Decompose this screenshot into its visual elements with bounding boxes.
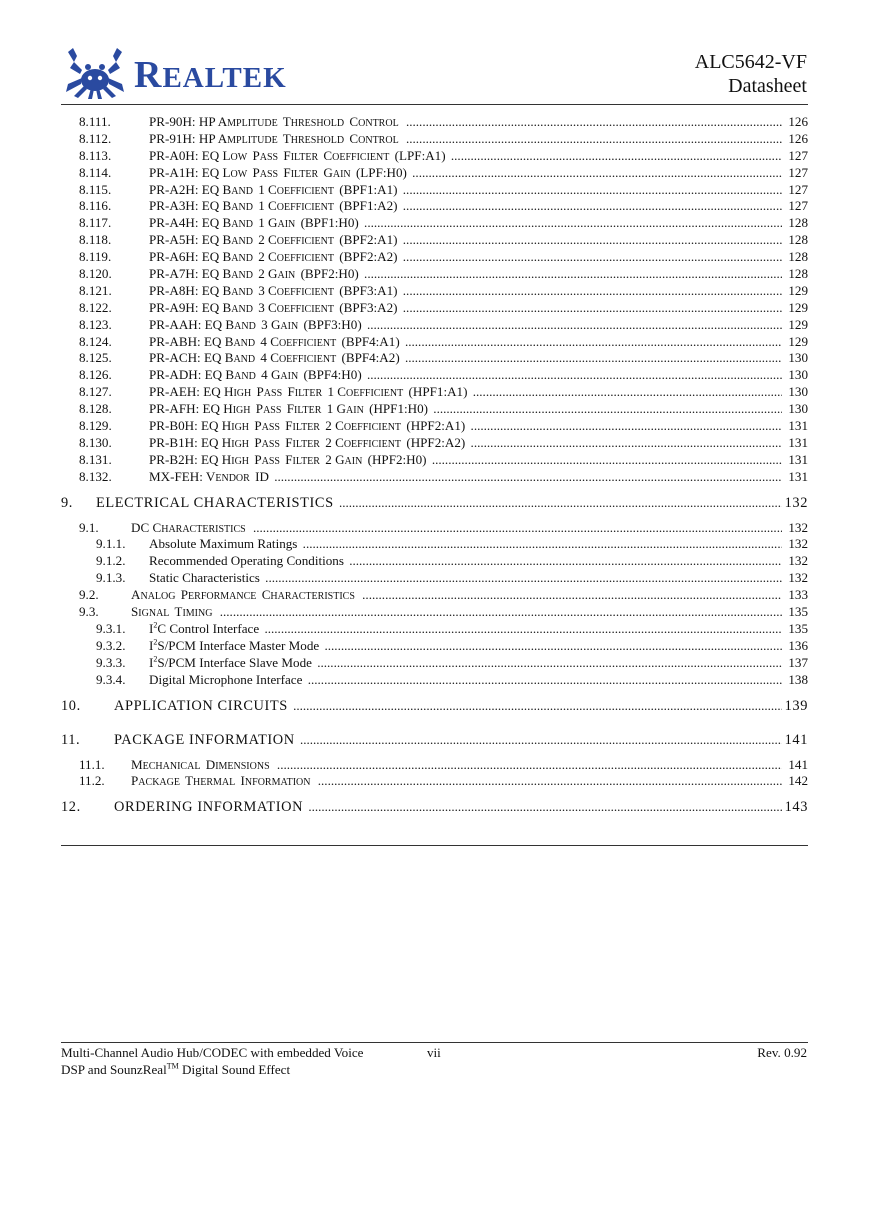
toc-entry-page: 137: [788, 654, 808, 670]
toc-entry-page: 130: [788, 384, 808, 400]
realtek-logo: [64, 48, 304, 100]
toc-entry-number: 8.112.: [79, 130, 112, 146]
toc-entry-title: PR-91H: HP AMPLITUDE THRESHOLD CONTROL .....: [149, 131, 782, 150]
toc-entry-title: SIGNAL TIMING .....: [131, 604, 782, 623]
toc-end-rule: [61, 845, 808, 846]
toc-entry-page: 142: [788, 773, 808, 789]
toc-entry-page: 141: [785, 723, 808, 757]
toc-entry-number: 8.131.: [79, 451, 112, 467]
toc-entry[interactable]: [61, 757, 808, 774]
table-of-contents: [61, 114, 808, 824]
toc-entry-number: 11.1.: [79, 756, 105, 772]
toc-entry[interactable]: [61, 266, 808, 283]
document-title-block: [695, 50, 807, 98]
toc-entry-title: Recommended Operating Conditions .....: [149, 553, 782, 570]
toc-entry[interactable]: [61, 570, 808, 587]
toc-entry-title: PR-A9H: EQ BAND 3 COEFFICIENT (BPF3:A2) .....: [149, 300, 782, 319]
toc-entry[interactable]: [61, 790, 808, 824]
toc-entry-page: 139: [785, 689, 808, 723]
toc-entry[interactable]: [61, 350, 808, 367]
toc-entry-number: 8.119.: [79, 249, 112, 265]
toc-entry-page: 127: [788, 147, 808, 163]
toc-entry-number: 9.2.: [79, 587, 99, 603]
toc-entry-title: PR-AAH: EQ BAND 3 GAIN (BPF3:H0) .....: [149, 317, 782, 336]
toc-entry-page: 127: [788, 198, 808, 214]
toc-entry-page: 135: [788, 620, 808, 636]
toc-entry-title: PR-AEH: EQ HIGH PASS FILTER 1 COEFFICIENT (HPF1:A1) .....: [149, 384, 782, 403]
toc-entry[interactable]: [61, 334, 808, 351]
toc-entry-title: PR-ADH: EQ BAND 4 GAIN (BPF4:H0) .....: [149, 367, 782, 386]
toc-entry-title: PR-A7H: EQ BAND 2 GAIN (BPF2:H0) .....: [149, 266, 782, 285]
toc-entry-page: 132: [788, 536, 808, 552]
toc-entry-page: 127: [788, 164, 808, 180]
toc-entry[interactable]: [61, 418, 808, 435]
toc-entry-title: Absolute Maximum Ratings .....: [149, 536, 782, 553]
toc-entry[interactable]: [61, 131, 808, 148]
toc-entry-title: PR-B2H: EQ HIGH PASS FILTER 2 GAIN (HPF2:H0) .....: [149, 452, 782, 471]
toc-entry-title: PACKAGE THERMAL INFORMATION .....: [131, 773, 782, 792]
toc-entry-number: 8.123.: [79, 316, 112, 332]
toc-entry[interactable]: [61, 723, 808, 757]
toc-entry[interactable]: [61, 604, 808, 621]
toc-entry[interactable]: [61, 232, 808, 249]
toc-entry-title: PR-A1H: EQ LOW PASS FILTER GAIN (LPF:H0) .....: [149, 165, 782, 184]
toc-entry-page: 129: [788, 316, 808, 332]
toc-entry[interactable]: [61, 587, 808, 604]
toc-entry-number: 8.121.: [79, 282, 112, 298]
toc-entry-page: 143: [785, 790, 808, 824]
toc-entry-number: 9.3.4.: [96, 671, 126, 687]
toc-entry-number: 9.3.: [79, 604, 99, 620]
toc-entry[interactable]: [61, 367, 808, 384]
toc-entry-title: ELECTRICAL CHARACTERISTICS .....: [96, 486, 782, 520]
toc-entry[interactable]: [61, 435, 808, 452]
toc-entry-title: PR-ABH: EQ BAND 4 COEFFICIENT (BPF4:A1) .....: [149, 334, 782, 353]
toc-entry-number: 9.1.: [79, 519, 99, 535]
toc-entry[interactable]: [61, 486, 808, 520]
toc-entry-number: 8.130.: [79, 434, 112, 450]
toc-entry-title: PR-A0H: EQ LOW PASS FILTER COEFFICIENT (LPF:A1) .....: [149, 148, 782, 167]
toc-entry-number: 8.118.: [79, 232, 112, 248]
toc-entry-page: 129: [788, 299, 808, 315]
toc-entry-number: 8.127.: [79, 384, 112, 400]
toc-entry-title: ORDERING INFORMATION .....: [114, 790, 782, 824]
toc-entry[interactable]: [61, 249, 808, 266]
toc-entry-page: 128: [788, 249, 808, 265]
toc-entry-title: MECHANICAL DIMENSIONS .....: [131, 757, 782, 776]
toc-entry[interactable]: [61, 317, 808, 334]
toc-entry[interactable]: [61, 655, 808, 672]
toc-entry-page: 132: [788, 570, 808, 586]
toc-entry-title: $I^2S$/PCM Interface Slave Mode .....: [149, 655, 782, 672]
toc-entry[interactable]: [61, 452, 808, 469]
logo-wordmark: REALTEK: [134, 54, 287, 96]
toc-entry[interactable]: [61, 773, 808, 790]
toc-entry-page: 130: [788, 350, 808, 366]
toc-entry-title: PR-A4H: EQ BAND 1 GAIN (BPF1:H0) .....: [149, 215, 782, 234]
crab-logo-icon: [64, 48, 126, 100]
toc-entry-title: $I^2S$/PCM Interface Master Mode .....: [149, 638, 782, 655]
toc-entry-title: Digital Microphone Interface .....: [149, 672, 782, 689]
toc-entry-page: 138: [788, 671, 808, 687]
toc-entry[interactable]: [61, 148, 808, 165]
toc-entry-title: MX-FEH: VENDOR ID .....: [149, 469, 782, 488]
toc-entry-number: 9.1.2.: [96, 553, 126, 569]
toc-entry-number: 8.114.: [79, 164, 112, 180]
toc-entry-number: 9.3.1.: [96, 620, 126, 636]
toc-entry-number: 8.125.: [79, 350, 112, 366]
toc-entry-number: 9.1.3.: [96, 570, 126, 586]
toc-entry-number: 8.129.: [79, 418, 112, 434]
toc-entry-page: 132: [785, 486, 808, 520]
toc-entry[interactable]: [61, 182, 808, 199]
toc-entry[interactable]: [61, 283, 808, 300]
toc-entry[interactable]: [61, 672, 808, 689]
toc-entry-page: 128: [788, 266, 808, 282]
toc-entry-page: 131: [788, 468, 808, 484]
toc-entry-page: 136: [788, 637, 808, 653]
toc-entry-number: 9.1.1.: [96, 536, 126, 552]
toc-entry-page: 128: [788, 232, 808, 248]
toc-entry-page: 131: [788, 418, 808, 434]
toc-entry-title: PR-A3H: EQ BAND 1 COEFFICIENT (BPF1:A2) .....: [149, 198, 782, 217]
toc-entry-page: 132: [788, 553, 808, 569]
toc-entry-page: 131: [788, 434, 808, 450]
toc-entry-number: 8.126.: [79, 367, 112, 383]
toc-entry-number: 11.2.: [79, 773, 105, 789]
toc-entry[interactable]: [61, 520, 808, 537]
toc-entry-number: 8.113.: [79, 147, 112, 163]
toc-entry-number: 8.122.: [79, 299, 112, 315]
toc-entry-page: 129: [788, 333, 808, 349]
document-title: ALC5642-VF: [694, 51, 807, 73]
toc-entry[interactable]: [61, 469, 808, 486]
footer-line-2: [61, 1062, 363, 1079]
footer-product-description: [61, 1045, 363, 1078]
toc-entry-number: 8.128.: [79, 401, 112, 417]
toc-entry[interactable]: [61, 536, 808, 553]
toc-entry-title: PACKAGE INFORMATION .....: [114, 723, 782, 757]
toc-entry-title: PR-B0H: EQ HIGH PASS FILTER 2 COEFFICIENT (HPF2:A1) .....: [149, 418, 782, 437]
document-subtitle: Datasheet: [728, 75, 807, 97]
toc-entry-title: PR-A8H: EQ BAND 3 COEFFICIENT (BPF3:A1) .....: [149, 283, 782, 302]
toc-entry-number: 12.: [61, 799, 81, 816]
toc-entry[interactable]: [61, 638, 808, 655]
toc-entry[interactable]: [61, 114, 808, 131]
toc-entry[interactable]: [61, 215, 808, 232]
toc-entry-page: 126: [788, 114, 808, 129]
footer-line-1: Multi-Channel Audio Hub/CODEC with embedded Voice: [61, 1045, 364, 1060]
toc-entry-number: 10.: [61, 697, 81, 714]
toc-entry-title: APPLICATION CIRCUITS .....: [114, 689, 782, 723]
toc-entry[interactable]: [61, 401, 808, 418]
toc-entry-number: 9.3.3.: [96, 654, 126, 670]
toc-entry-number: 8.124.: [79, 333, 112, 349]
footer-page-number: vii: [427, 1045, 441, 1060]
toc-entry-title: PR-B1H: EQ HIGH PASS FILTER 2 COEFFICIENT (HPF2:A2) .....: [149, 435, 782, 454]
toc-entry[interactable]: [61, 553, 808, 570]
toc-entry-page: 135: [788, 604, 808, 620]
toc-entry-page: 132: [788, 519, 808, 535]
toc-entry-title: PR-ACH: EQ BAND 4 COEFFICIENT (BPF4:A2) .....: [149, 350, 782, 369]
toc-entry-number: 8.132.: [79, 468, 112, 484]
toc-entry-title: Static Characteristics .....: [149, 570, 782, 587]
toc-entry-page: 130: [788, 367, 808, 383]
toc-entry-number: 9.: [61, 494, 73, 511]
toc-entry-title: PR-AFH: EQ HIGH PASS FILTER 1 GAIN (HPF1:H0) .....: [149, 401, 782, 420]
toc-entry-number: 8.120.: [79, 266, 112, 282]
toc-entry-title: ANALOG PERFORMANCE CHARACTERISTICS .....: [131, 587, 782, 606]
toc-entry[interactable]: [61, 384, 808, 401]
trademark-mark: TM: [166, 1061, 179, 1071]
footer-line-2-suffix: Digital Sound Effect: [178, 1061, 291, 1077]
toc-entry-page: 131: [788, 451, 808, 467]
toc-entry-title: DC CHARACTERISTICS .....: [131, 520, 782, 539]
toc-entry-number: 8.115.: [79, 181, 112, 197]
toc-entry-page: 141: [788, 756, 808, 772]
toc-entry-number: 8.117.: [79, 215, 112, 231]
toc-entry-number: 8.116.: [79, 198, 112, 214]
footer-line-2-text: DSP and SounzReal: [61, 1061, 167, 1077]
toc-entry-title: PR-90H: HP AMPLITUDE THRESHOLD CONTROL .....: [149, 114, 782, 133]
toc-entry-page: 127: [788, 181, 808, 197]
toc-entry-title: $I^2C$ Control Interface .....: [149, 621, 782, 638]
toc-entry[interactable]: [61, 165, 808, 182]
toc-entry-page: 128: [788, 215, 808, 231]
toc-entry-number: 11.: [61, 731, 81, 748]
toc-entry-number: 8.111.: [79, 114, 111, 129]
toc-entry-number: 9.3.2.: [96, 637, 126, 653]
toc-entry[interactable]: [61, 621, 808, 638]
toc-entry[interactable]: [61, 198, 808, 215]
toc-entry-page: 130: [788, 401, 808, 417]
toc-entry[interactable]: [61, 300, 808, 317]
toc-entry-page: 129: [788, 282, 808, 298]
toc-entry-title: PR-A5H: EQ BAND 2 COEFFICIENT (BPF2:A1) .....: [149, 232, 782, 251]
footer-revision: Rev. 0.92: [757, 1045, 807, 1060]
toc-entry-page: 126: [788, 130, 808, 146]
toc-entry-page: 133: [788, 587, 808, 603]
header-rule: [61, 104, 808, 105]
toc-entry-title: PR-A2H: EQ BAND 1 COEFFICIENT (BPF1:A1) .....: [149, 182, 782, 201]
toc-entry-title: PR-A6H: EQ BAND 2 COEFFICIENT (BPF2:A2) .....: [149, 249, 782, 268]
toc-entry[interactable]: [61, 689, 808, 723]
footer-rule: [61, 1042, 808, 1043]
